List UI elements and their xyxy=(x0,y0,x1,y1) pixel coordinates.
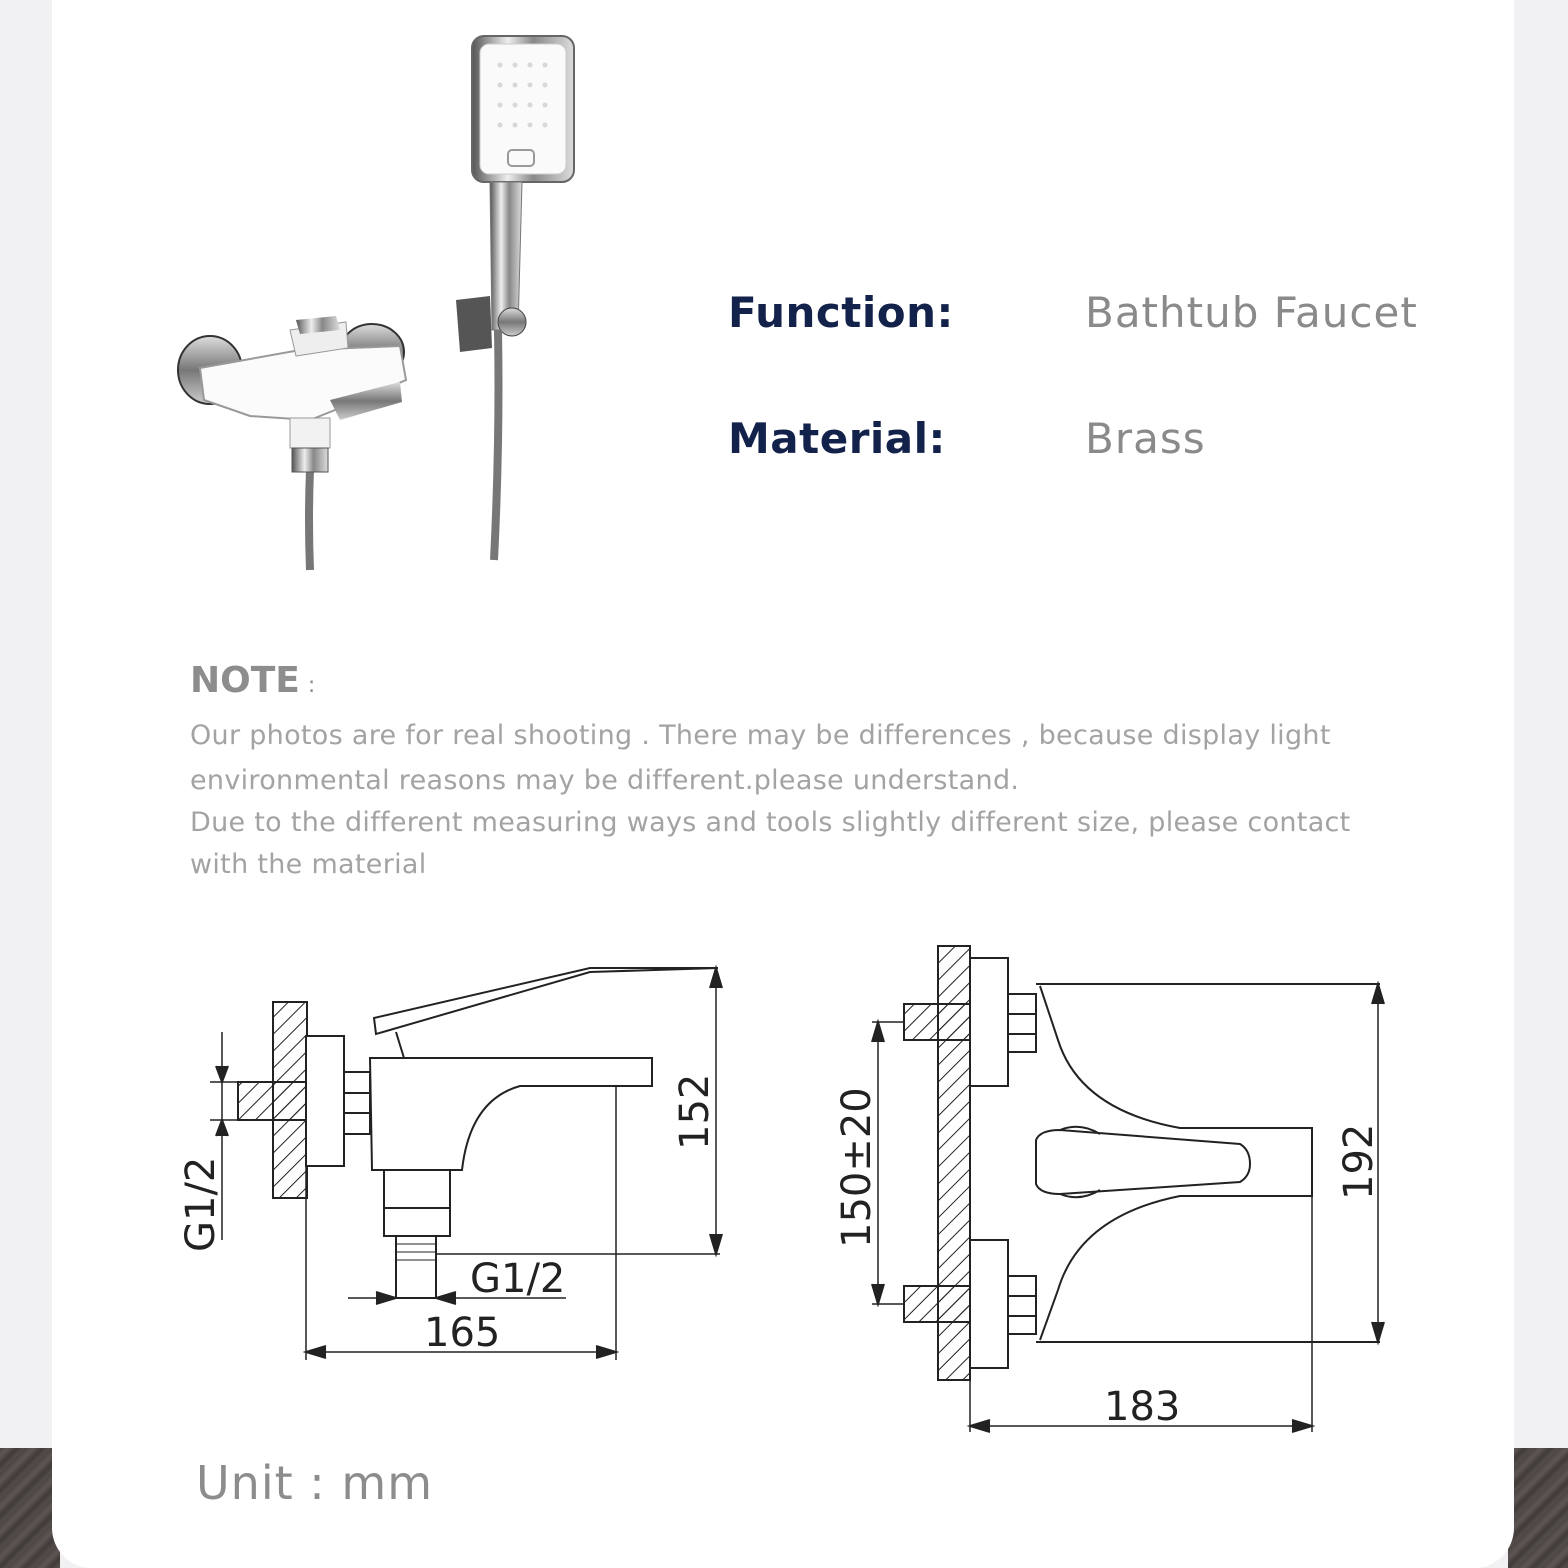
front-view xyxy=(872,946,1384,1432)
side-height-label: 152 xyxy=(672,1073,718,1150)
front-height-label: 192 xyxy=(1336,1123,1382,1200)
side-thread-left-label: G1/2 xyxy=(178,1156,224,1252)
side-thread-bottom-label: G1/2 xyxy=(470,1256,566,1302)
side-view xyxy=(210,968,722,1360)
note-line: Our photos are for real shooting . There may be differences , because display light xyxy=(190,720,1331,751)
note-line: Due to the different measuring ways and tools slightly different size, please contact xyxy=(190,807,1351,838)
note-colon: : xyxy=(307,673,316,698)
unit-label: Unit : mm xyxy=(196,1456,434,1510)
note-line: with the material xyxy=(190,849,427,880)
note-line: environmental reasons may be different.please understand. xyxy=(190,765,1020,796)
note-title: NOTE xyxy=(190,660,300,701)
function-label: Function: xyxy=(728,288,954,337)
function-value: Bathtub Faucet xyxy=(1085,288,1418,337)
front-width-label: 183 xyxy=(1104,1384,1181,1430)
front-center-distance-label: 150±20 xyxy=(834,1087,880,1248)
material-value: Brass xyxy=(1085,414,1206,463)
material-label: Material: xyxy=(728,414,946,463)
side-length-label: 165 xyxy=(424,1310,501,1356)
